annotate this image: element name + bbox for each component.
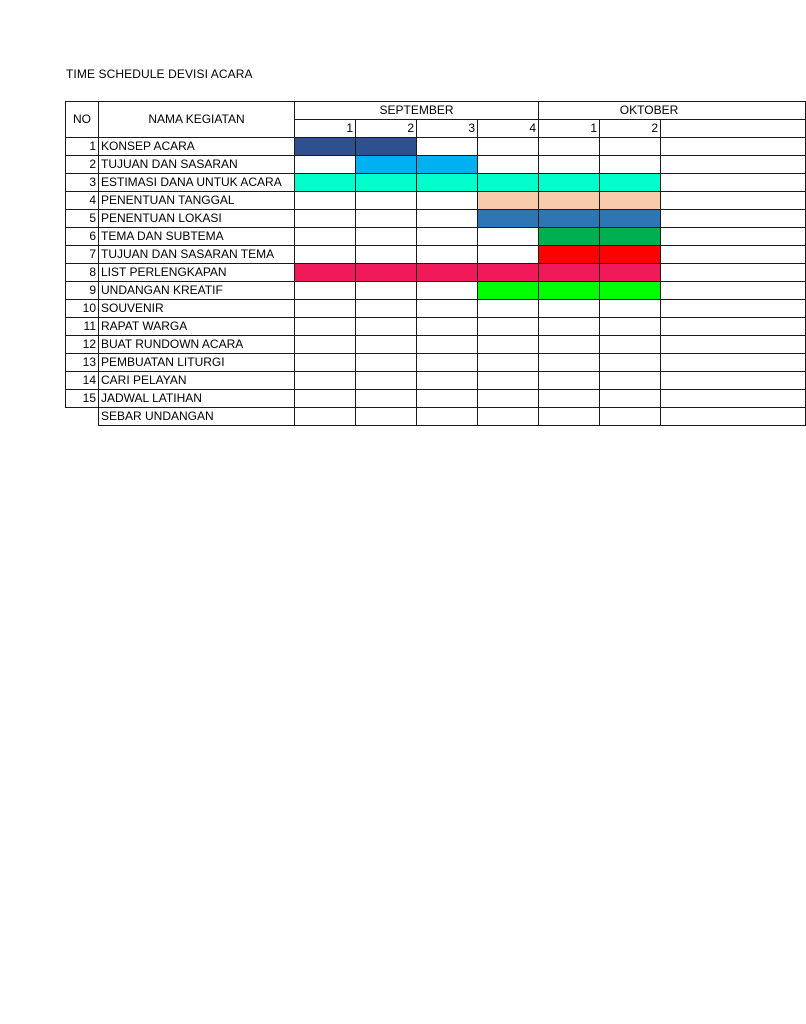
schedule-cell[interactable] (539, 300, 600, 318)
schedule-cell[interactable] (295, 390, 356, 408)
activity-name-cell[interactable]: PENENTUAN TANGGAL (99, 192, 295, 210)
header-week[interactable]: 4 (478, 120, 539, 138)
schedule-cell[interactable] (661, 336, 806, 354)
schedule-cell-filled[interactable] (295, 174, 356, 192)
schedule-cell[interactable] (539, 390, 600, 408)
schedule-cell[interactable] (661, 354, 806, 372)
table-row (66, 372, 806, 390)
schedule-cell[interactable] (661, 408, 806, 426)
schedule-cell[interactable] (661, 156, 806, 174)
schedule-cell[interactable] (600, 156, 661, 174)
row-number-cell[interactable]: 10 (66, 300, 99, 318)
schedule-cell[interactable] (661, 246, 806, 264)
schedule-cell[interactable] (417, 390, 478, 408)
activity-name-cell[interactable]: CARI PELAYAN (99, 372, 295, 390)
schedule-cell[interactable] (478, 408, 539, 426)
schedule-cell[interactable] (356, 318, 417, 336)
header-month-september[interactable]: SEPTEMBER (295, 102, 539, 120)
row-number-cell[interactable]: 1 (66, 138, 99, 156)
schedule-cell[interactable] (295, 210, 356, 228)
schedule-cell-filled[interactable] (417, 264, 478, 282)
schedule-cell[interactable] (356, 228, 417, 246)
schedule-cell[interactable] (661, 192, 806, 210)
table-row (66, 156, 806, 174)
table-row (66, 300, 806, 318)
schedule-cell-filled[interactable] (600, 174, 661, 192)
schedule-cell[interactable] (478, 354, 539, 372)
schedule-cell[interactable] (295, 156, 356, 174)
schedule-cell[interactable] (600, 390, 661, 408)
schedule-cell[interactable] (600, 336, 661, 354)
schedule-cell[interactable] (539, 138, 600, 156)
activity-name-cell[interactable]: JADWAL LATIHAN (99, 390, 295, 408)
schedule-cell[interactable] (356, 354, 417, 372)
row-number-cell[interactable]: 3 (66, 174, 99, 192)
schedule-cell[interactable] (478, 372, 539, 390)
activity-name-cell[interactable]: BUAT RUNDOWN ACARA (99, 336, 295, 354)
schedule-cell-filled[interactable] (356, 156, 417, 174)
schedule-cell-filled[interactable] (356, 264, 417, 282)
schedule-cell[interactable] (295, 372, 356, 390)
schedule-cell[interactable] (478, 156, 539, 174)
schedule-cell[interactable] (661, 372, 806, 390)
schedule-cell-filled[interactable] (478, 210, 539, 228)
table-row (66, 174, 806, 192)
schedule-cell[interactable] (661, 228, 806, 246)
table-row (66, 282, 806, 300)
table-row (66, 408, 806, 426)
header-month-oktober-label: OKTOBER (619, 103, 679, 117)
row-number-cell[interactable] (66, 408, 99, 426)
schedule-cell[interactable] (356, 372, 417, 390)
schedule-sheet (65, 101, 679, 432)
schedule-cell-filled[interactable] (539, 174, 600, 192)
row-number-cell[interactable]: 5 (66, 210, 99, 228)
header-no[interactable]: NO (66, 102, 99, 138)
schedule-cell-filled[interactable] (600, 192, 661, 210)
header-week[interactable]: 1 (539, 120, 600, 138)
schedule-cell[interactable] (356, 408, 417, 426)
schedule-cell-filled[interactable] (600, 228, 661, 246)
schedule-cell-filled[interactable] (356, 174, 417, 192)
activity-name-cell[interactable]: PEMBUATAN LITURGI (99, 354, 295, 372)
sheet-title: TIME SCHEDULE DEVISI ACARA (66, 67, 253, 81)
schedule-cell-filled[interactable] (539, 210, 600, 228)
schedule-cell[interactable] (356, 300, 417, 318)
schedule-cell-filled[interactable] (600, 210, 661, 228)
activity-name-cell[interactable]: UNDANGAN KREATIF (99, 282, 295, 300)
schedule-cell[interactable] (295, 246, 356, 264)
schedule-cell[interactable] (478, 228, 539, 246)
schedule-cell-filled[interactable] (539, 264, 600, 282)
schedule-cell[interactable] (478, 336, 539, 354)
schedule-cell-filled[interactable] (295, 138, 356, 156)
schedule-cell-filled[interactable] (417, 174, 478, 192)
table-row (66, 390, 806, 408)
header-month-oktober[interactable] (539, 102, 806, 120)
schedule-cell[interactable] (295, 192, 356, 210)
schedule-cell[interactable] (661, 264, 806, 282)
activity-name-cell[interactable]: LIST PERLENGKAPAN (99, 264, 295, 282)
schedule-cell[interactable] (661, 300, 806, 318)
header-week[interactable]: 2 (600, 120, 661, 138)
header-week[interactable]: 2 (356, 120, 417, 138)
activity-name-cell[interactable]: TUJUAN DAN SASARAN (99, 156, 295, 174)
schedule-cell[interactable] (539, 408, 600, 426)
schedule-cell[interactable] (600, 138, 661, 156)
schedule-cell-filled[interactable] (539, 282, 600, 300)
schedule-cell[interactable] (417, 408, 478, 426)
schedule-cell[interactable] (295, 336, 356, 354)
schedule-cell[interactable] (478, 390, 539, 408)
schedule-cell[interactable] (600, 372, 661, 390)
schedule-cell[interactable] (356, 192, 417, 210)
schedule-cell[interactable] (661, 210, 806, 228)
activity-name-cell[interactable]: PENENTUAN LOKASI (99, 210, 295, 228)
row-number-cell[interactable]: 4 (66, 192, 99, 210)
schedule-cell[interactable] (295, 300, 356, 318)
activity-name-cell[interactable]: KONSEP ACARA (99, 138, 295, 156)
row-number-cell[interactable]: 6 (66, 228, 99, 246)
schedule-cell-filled[interactable] (600, 246, 661, 264)
schedule-cell-filled[interactable] (539, 246, 600, 264)
table-row (66, 138, 806, 156)
activity-name-cell[interactable]: SEBAR UNDANGAN (99, 408, 295, 426)
schedule-cell[interactable] (600, 318, 661, 336)
schedule-cell[interactable] (417, 372, 478, 390)
table-row (66, 264, 806, 282)
schedule-cell[interactable] (600, 408, 661, 426)
schedule-cell[interactable] (661, 174, 806, 192)
schedule-cell[interactable] (539, 372, 600, 390)
header-week[interactable]: 3 (417, 120, 478, 138)
row-number-cell[interactable]: 9 (66, 282, 99, 300)
schedule-cell-filled[interactable] (539, 192, 600, 210)
schedule-cell-filled[interactable] (478, 192, 539, 210)
table-row (66, 192, 806, 210)
row-number-cell[interactable]: 15 (66, 390, 99, 408)
schedule-cell[interactable] (356, 282, 417, 300)
schedule-cell[interactable] (478, 246, 539, 264)
schedule-table (65, 101, 806, 426)
table-row (66, 354, 806, 372)
activity-name-cell[interactable]: ESTIMASI DANA UNTUK ACARA (99, 174, 295, 192)
schedule-cell[interactable] (539, 354, 600, 372)
row-number-cell[interactable]: 7 (66, 246, 99, 264)
schedule-cell[interactable] (539, 156, 600, 174)
schedule-cell[interactable] (539, 318, 600, 336)
schedule-cell[interactable] (600, 354, 661, 372)
schedule-cell[interactable] (539, 336, 600, 354)
schedule-cell[interactable] (295, 228, 356, 246)
schedule-cell[interactable] (356, 336, 417, 354)
schedule-cell[interactable] (417, 318, 478, 336)
schedule-cell-filled[interactable] (600, 264, 661, 282)
table-row (66, 210, 806, 228)
schedule-cell[interactable] (295, 408, 356, 426)
header-nama-kegiatan[interactable]: NAMA KEGIATAN (99, 102, 295, 138)
table-row (66, 246, 806, 264)
schedule-cell-filled[interactable] (417, 156, 478, 174)
schedule-cell[interactable] (417, 300, 478, 318)
row-number-cell[interactable]: 13 (66, 354, 99, 372)
activity-name-cell[interactable]: TUJUAN DAN SASARAN TEMA (99, 246, 295, 264)
schedule-cell[interactable] (478, 318, 539, 336)
schedule-cell-filled[interactable] (600, 282, 661, 300)
table-row (66, 336, 806, 354)
schedule-cell[interactable] (356, 390, 417, 408)
schedule-cell[interactable] (417, 354, 478, 372)
schedule-cell[interactable] (661, 282, 806, 300)
schedule-cell[interactable] (661, 138, 806, 156)
schedule-cell[interactable] (478, 138, 539, 156)
schedule-cell[interactable] (417, 228, 478, 246)
row-number-cell[interactable]: 14 (66, 372, 99, 390)
schedule-cell[interactable] (417, 246, 478, 264)
schedule-cell-filled[interactable] (478, 264, 539, 282)
schedule-cell[interactable] (661, 390, 806, 408)
schedule-cell[interactable] (295, 318, 356, 336)
schedule-cell[interactable] (356, 210, 417, 228)
row-number-cell[interactable]: 8 (66, 264, 99, 282)
schedule-cell-filled[interactable] (478, 174, 539, 192)
schedule-cell[interactable] (417, 138, 478, 156)
row-number-cell[interactable]: 2 (66, 156, 99, 174)
row-number-cell[interactable]: 11 (66, 318, 99, 336)
schedule-cell-filled[interactable] (356, 138, 417, 156)
schedule-cell[interactable] (295, 282, 356, 300)
schedule-cell[interactable] (478, 300, 539, 318)
schedule-cell[interactable] (356, 246, 417, 264)
schedule-cell[interactable] (417, 282, 478, 300)
header-week[interactable]: 1 (295, 120, 356, 138)
table-row (66, 228, 806, 246)
schedule-cell[interactable] (600, 300, 661, 318)
schedule-cell[interactable] (417, 192, 478, 210)
schedule-cell[interactable] (417, 210, 478, 228)
schedule-cell[interactable] (661, 318, 806, 336)
header-week[interactable] (661, 120, 806, 138)
activity-name-cell[interactable]: RAPAT WARGA (99, 318, 295, 336)
schedule-cell-filled[interactable] (295, 264, 356, 282)
table-row (66, 318, 806, 336)
schedule-cell-filled[interactable] (478, 282, 539, 300)
activity-name-cell[interactable]: SOUVENIR (99, 300, 295, 318)
row-number-cell[interactable]: 12 (66, 336, 99, 354)
schedule-cell[interactable] (417, 336, 478, 354)
schedule-cell[interactable] (295, 354, 356, 372)
activity-name-cell[interactable]: TEMA DAN SUBTEMA (99, 228, 295, 246)
schedule-cell-filled[interactable] (539, 228, 600, 246)
